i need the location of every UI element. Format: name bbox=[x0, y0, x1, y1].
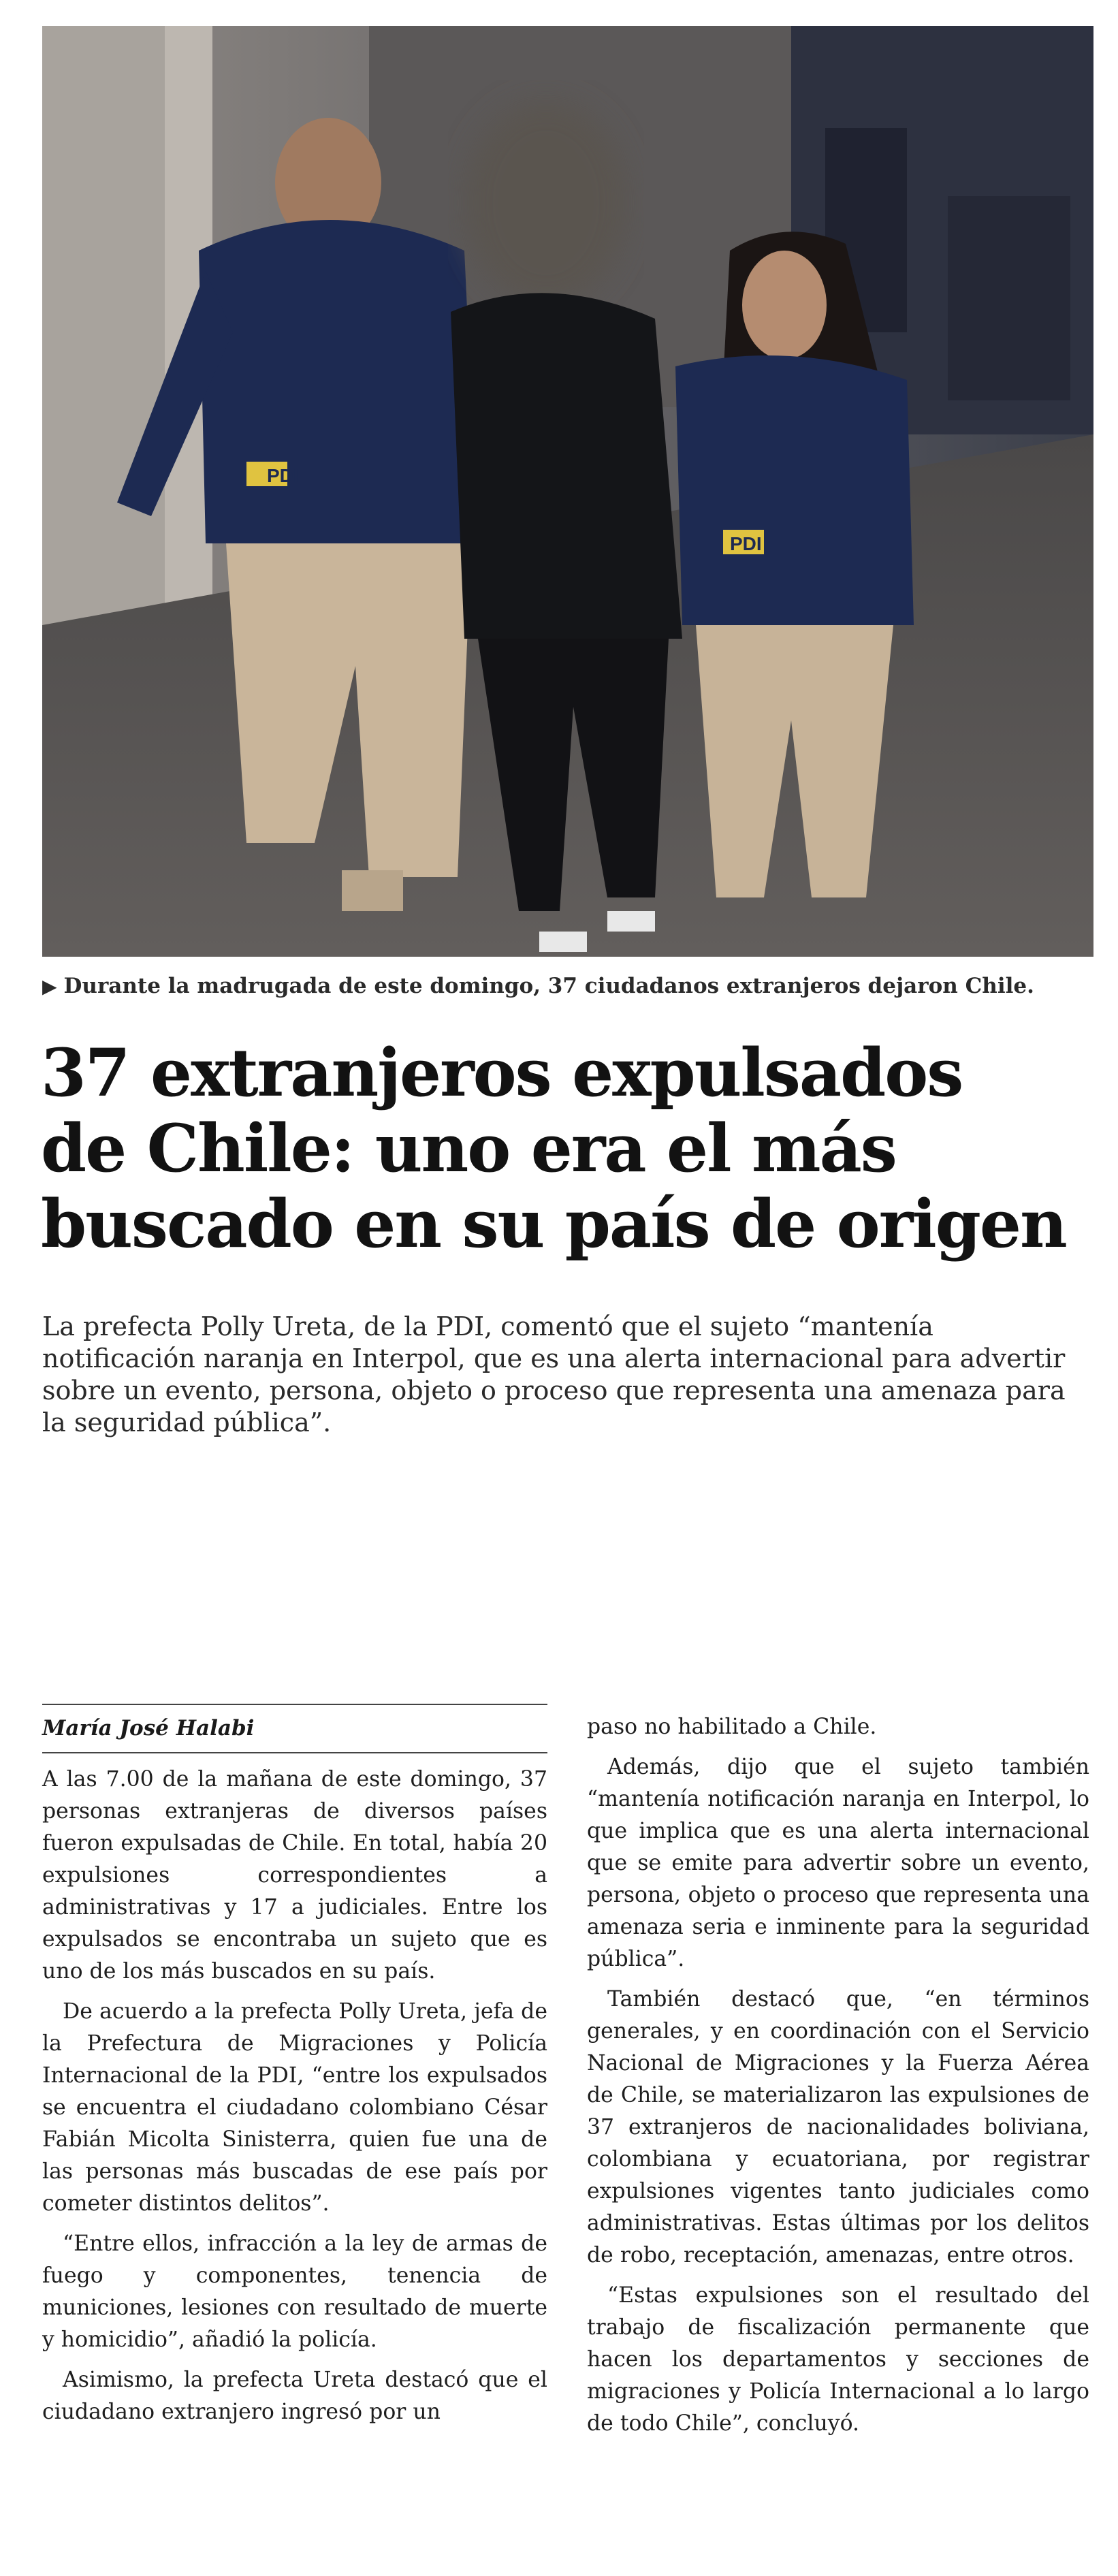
headline-line-2: de Chile: uno era el más bbox=[41, 1110, 896, 1187]
body-paragraph: “Estas expulsiones son el resultado del trabajo de fiscalización permanente que hacen los departamentos y secciones de migraciones y Policía Internacional a lo largo de todo Chile”, concluyó. bbox=[587, 2283, 1089, 2436]
body-column-right bbox=[587, 1711, 1089, 2448]
body-paragraph: También destacó que, “en términos generales, y en coordinación con el Servicio Nacional de Migraciones y la Fuerza Aérea de Chile, se materializaron las expulsiones de 37 extranjeros de nacionalidades boliviana, colombiana y ecuatoriana, por registrar expulsiones vigentes tanto judiciales como administrativas. Estas últimas por los delitos de robo, receptación, amenazas, entre otros. bbox=[587, 1987, 1089, 2268]
lead-paragraph: La prefecta Polly Ureta, de la PDI, comentó que el sujeto “mantenía notificación naranja en Interpol, que es una alerta internacional para advertir sobre un evento, persona, objeto o proceso que representa una amenaza para la seguridad pública”. bbox=[42, 1311, 1066, 1437]
vest-label-left: PDI bbox=[267, 465, 299, 486]
photo-caption bbox=[42, 974, 1104, 998]
vest-label-right: PDI bbox=[730, 533, 762, 554]
byline: María José Halabi bbox=[42, 1716, 255, 1740]
body-paragraph: Además, dijo que el sujeto también “mantenía notificación naranja en Interpol, lo que implica que es una alerta internacional que se emite para advertir sobre un evento, persona, objeto o proceso que representa una amenaza seria e inminente para la seguridad pública”. bbox=[587, 1755, 1089, 1971]
body-paragraph: “Entre ellos, infracción a la ley de armas de fuego y componentes, tenencia de municiones, lesiones con resultado de muerte y homicidio”, añadió la policía. bbox=[42, 2231, 547, 2352]
body-paragraph: paso no habilitado a Chile. bbox=[587, 1715, 877, 1739]
byline-top-rule bbox=[42, 1704, 547, 1705]
body-column-left bbox=[42, 1764, 547, 2436]
arrest-scene-illustration bbox=[42, 26, 1093, 957]
byline-bottom-rule bbox=[42, 1752, 547, 1753]
caption-marker-icon: ▶ bbox=[42, 975, 57, 998]
headline-line-1: 37 extranjeros expulsados bbox=[41, 1034, 963, 1111]
body-paragraph: Asimismo, la prefecta Ureta destacó que el ciudadano extranjero ingresó por un bbox=[42, 2368, 547, 2424]
body-paragraph: A las 7.00 de la mañana de este domingo, 37 personas extranjeras de diversos países fueron expulsadas de Chile. En total, había 20 expulsiones correspondientes a administrativas y 17 a judiciales. Entre los expulsados se encontraba un sujeto que es uno de los más buscados en su país. bbox=[42, 1767, 547, 1984]
body-paragraph: De acuerdo a la prefecta Polly Ureta, jefa de la Prefectura de Migraciones y Policía Internacional de la PDI, “entre los expulsados se encuentra el ciudadano colombiano César Fabián Micolta Sinisterra, quien fue una de las personas más buscadas de ese país por cometer distintos delitos”. bbox=[42, 1999, 547, 2216]
news-photo bbox=[42, 26, 1093, 957]
headline-line-3: buscado en su país de origen bbox=[41, 1186, 1066, 1262]
headline bbox=[41, 1035, 1103, 1262]
caption-text: Durante la madrugada de este domingo, 37 ciudadanos extranjeros dejaron Chile. bbox=[63, 974, 1034, 998]
